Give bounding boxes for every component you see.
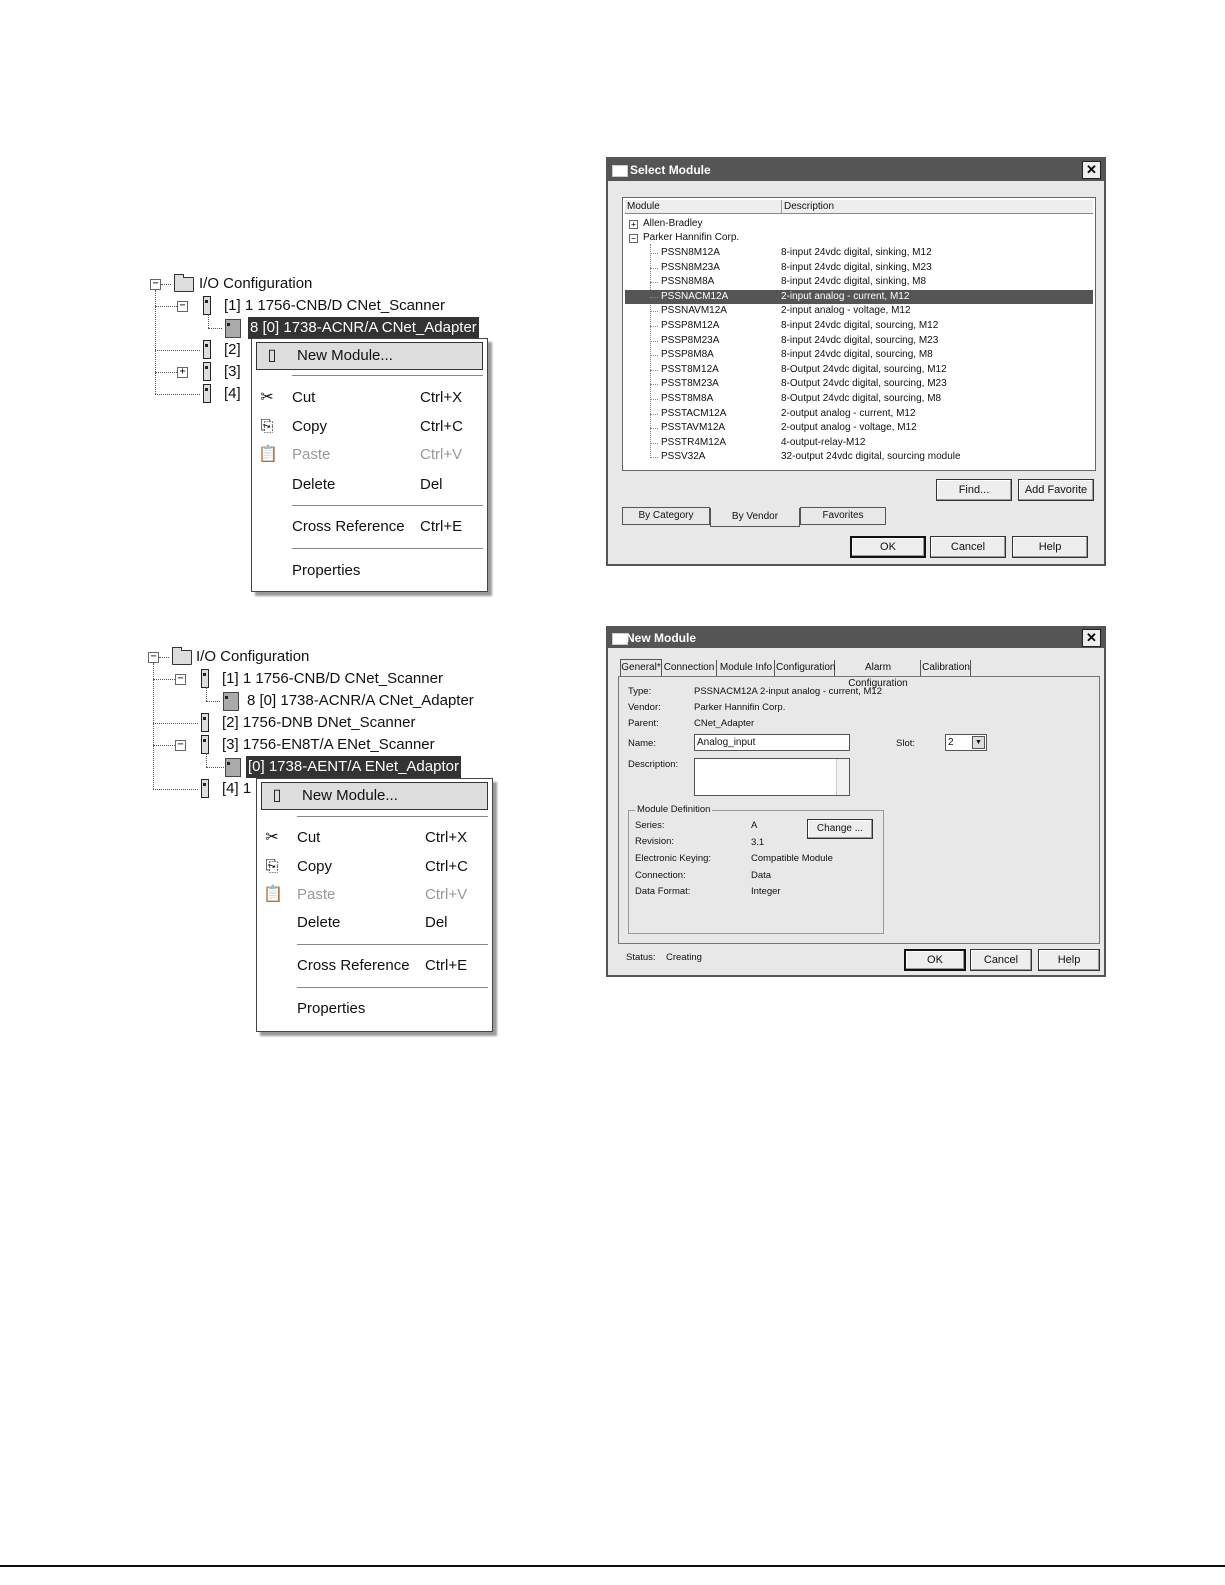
paste-icon: 📋 [263, 886, 283, 903]
tab-module-info[interactable]: Module Info [718, 660, 775, 676]
tree-item-dnet-scanner[interactable]: [2] 1756-DNB DNet_Scanner [222, 714, 416, 731]
module-description: 32-output 24vdc digital, sourcing module [781, 451, 961, 463]
module-row[interactable] [625, 407, 1093, 422]
tree-item-4[interactable]: [4] [224, 385, 241, 402]
menu-copy[interactable]: ⎘ Copy Ctrl+C [257, 854, 492, 880]
module-name: PSSTR4M12A [661, 436, 727, 448]
menu-copy[interactable]: ⎘ Copy Ctrl+C [252, 414, 487, 440]
scissors-icon: ✂ [265, 829, 279, 846]
module-row[interactable] [625, 421, 1093, 436]
title-bar [608, 159, 1104, 181]
collapse-toggle[interactable]: − [150, 279, 161, 290]
tree-connector [650, 341, 658, 342]
tree-connector [650, 282, 658, 283]
module-name: PSSN8M23A [661, 261, 720, 273]
tree-connector [650, 428, 658, 429]
expand-toggle[interactable]: + [177, 367, 188, 378]
tree-connector [650, 370, 658, 371]
slot-select[interactable]: 2 ▼ [945, 734, 987, 751]
tab-calibration[interactable]: Calibration [922, 660, 971, 676]
dialog-title: Select Module [630, 163, 711, 177]
ok-button[interactable]: OK [904, 949, 966, 971]
tree-connector [650, 268, 658, 269]
module-name: PSSV32A [661, 451, 706, 463]
module-name: PSSN8M8A [661, 276, 715, 288]
module-row[interactable] [625, 334, 1093, 349]
tree-connector [650, 253, 658, 254]
tree-connector [650, 457, 658, 458]
module-row[interactable] [625, 363, 1093, 378]
module-description: 2-input analog - voltage, M12 [781, 305, 911, 317]
module-name: PSST8M12A [661, 363, 719, 375]
module-description: 2-input analog - current, M12 [781, 290, 910, 302]
column-description[interactable]: Description [781, 200, 834, 213]
module-description: 8-Output 24vdc digital, sourcing, M8 [781, 393, 942, 404]
tab-alarm-configuration[interactable]: Alarm Configuration [836, 660, 921, 676]
tree-connector [650, 311, 658, 312]
menu-properties[interactable]: Properties [292, 562, 361, 579]
description-textarea[interactable] [694, 758, 850, 796]
module-name: PSSP8M8A [661, 349, 714, 361]
module-name: PSSNAVM12A [661, 305, 727, 317]
module-row[interactable] [625, 319, 1093, 334]
tab-general[interactable]: General* [620, 659, 662, 676]
ok-button[interactable]: OK [850, 536, 926, 558]
module-row[interactable] [625, 290, 1093, 305]
module-definition-group: Module Definition Series: A Revision: 3.1 Electronic Keying: Compatible Module Connection: Data Data Format: Integer Change ... [628, 810, 884, 934]
close-button[interactable]: ✕ [1082, 161, 1101, 179]
module-icon: ▯ [272, 787, 282, 804]
folder-icon [172, 650, 192, 665]
tree-connector [650, 399, 658, 400]
context-menu-1 [251, 338, 488, 592]
module-list [622, 197, 1096, 471]
module-row[interactable] [625, 275, 1093, 290]
module-row[interactable] [625, 246, 1093, 261]
menu-delete[interactable]: Delete Del [297, 914, 448, 931]
tab-by-vendor[interactable]: By Vendor [710, 508, 800, 527]
module-name: PSSNACM12A [661, 290, 729, 302]
tree-connector [650, 297, 658, 298]
tree-connector [650, 443, 658, 444]
copy-icon: ⎘ [265, 858, 279, 875]
tree-connector [650, 384, 658, 385]
module-icon [203, 340, 211, 359]
tree-item-enet-adaptor[interactable]: [0] 1738-AENT/A ENet_Adaptor [246, 756, 461, 778]
menu-cut[interactable]: ✂ Cut Ctrl+X [257, 825, 492, 851]
close-button[interactable]: ✕ [1082, 629, 1101, 647]
context-menu-2 [256, 778, 493, 1032]
change-button[interactable]: Change ... [807, 819, 873, 839]
module-description: 8-Output 24vdc digital, sourcing, M23 [781, 378, 947, 390]
chevron-down-icon[interactable]: ▼ [972, 736, 985, 749]
tree-connector [650, 355, 658, 356]
menu-new-module[interactable]: ▯ New Module... [261, 782, 488, 810]
menu-paste[interactable]: 📋 Paste Ctrl+V [258, 446, 463, 463]
type-value: PSSNACM12A 2-input analog - current, M12 [694, 686, 882, 697]
module-row[interactable] [625, 377, 1093, 392]
list-header [625, 200, 1093, 214]
module-description: 2-output analog - voltage, M12 [781, 422, 917, 434]
paste-icon: 📋 [258, 446, 278, 463]
menu-properties[interactable]: Properties [297, 1000, 366, 1017]
module-icon [203, 296, 211, 315]
menu-cut[interactable]: ✂ Cut Ctrl+X [252, 385, 487, 411]
module-icon: ▯ [267, 347, 277, 364]
collapse-toggle[interactable]: − [148, 652, 159, 663]
keying-value: Compatible Module [751, 853, 833, 864]
module-icon [201, 735, 209, 754]
help-button[interactable]: Help [1012, 536, 1088, 558]
collapse-toggle[interactable]: − [629, 234, 638, 243]
module-row[interactable] [625, 392, 1093, 407]
new-module-dialog: New Module ✕ General* Connection Module Info Configuration Alarm Configuration Calibration Type: PSSNACM12A 2-input analog - current, M12 Vendor: Parker Hannifin Corp. Parent: CNet_Adapter Name: Analog_input Slot: 2 ▼ Description: Module Definition Series: A Revision: 3.1 Electronic Keying: Compatible Module Connection: Data Data Format: Integer Change ... Status: Creating OK Cancel Help [606, 626, 1106, 977]
status-value: Creating [666, 952, 702, 963]
tab-favorites[interactable]: Favorites [800, 507, 886, 525]
tree-item-enet-scanner[interactable]: [3] 1756-EN8T/A ENet_Scanner [222, 736, 435, 753]
module-description: 8-Output 24vdc digital, sourcing, M12 [781, 363, 947, 375]
menu-cross-reference[interactable]: Cross Reference Ctrl+E [292, 518, 463, 535]
module-description: 8-input 24vdc digital, sinking, M23 [781, 261, 932, 273]
page-rule [0, 1565, 1225, 1567]
module-name: PSSP8M23A [661, 334, 720, 346]
adaptor-icon [225, 758, 241, 777]
tree-item-3[interactable]: [3] [224, 363, 241, 380]
tree-item-2[interactable]: [2] [224, 341, 241, 358]
module-row[interactable] [625, 304, 1093, 319]
module-description: 8-input 24vdc digital, sourcing, M23 [781, 334, 939, 346]
module-name: PSST8M23A [661, 378, 719, 390]
series-value: A [751, 820, 758, 831]
tab-configuration[interactable]: Configuration [776, 660, 835, 676]
collapse-toggle[interactable]: − [177, 301, 188, 312]
cancel-button[interactable]: Cancel [930, 536, 1006, 558]
title-bar [608, 628, 1104, 648]
module-icon [201, 713, 209, 732]
connection-value: Data [751, 870, 772, 881]
data-format-value: Integer [751, 886, 781, 897]
copy-icon: ⎘ [260, 418, 274, 435]
tree-connector [650, 326, 658, 327]
module-description: 8-input 24vdc digital, sinking, M8 [781, 276, 927, 288]
module-icon [203, 384, 211, 403]
vendor-row[interactable]: + Allen-Bradley [629, 217, 1089, 232]
adapter-icon [223, 692, 239, 711]
tree-item-4[interactable]: [4] 1 [222, 780, 252, 797]
window-icon [612, 165, 628, 177]
module-name: PSSN8M12A [661, 247, 720, 258]
collapse-toggle[interactable]: − [175, 740, 186, 751]
scissors-icon: ✂ [260, 389, 274, 406]
module-description: 2-output analog - current, M12 [781, 407, 916, 419]
add-favorite-button[interactable]: Add Favorite [1018, 479, 1094, 501]
revision-value: 3.1 [751, 837, 765, 848]
help-button[interactable]: Help [1038, 949, 1100, 971]
name-input[interactable]: Analog_input [694, 734, 850, 751]
menu-cross-reference[interactable]: Cross Reference Ctrl+E [297, 957, 468, 974]
module-description: 8-input 24vdc digital, sourcing, M12 [781, 320, 939, 331]
module-icon [201, 669, 209, 688]
module-name: PSSTAVM12A [661, 422, 726, 434]
collapse-toggle[interactable]: − [175, 674, 186, 685]
parent-value: CNet_Adapter [694, 718, 755, 729]
tree-connector [650, 414, 658, 415]
tab-by-category[interactable]: By Category [622, 507, 710, 525]
tree-item-cnet-adapter[interactable]: 8 [0] 1738-ACNR/A CNet_Adapter [248, 317, 479, 339]
module-name: PSST8M8A [661, 393, 714, 404]
tree-item-cnet-scanner[interactable]: [1] 1 1756-CNB/D CNet_Scanner [222, 670, 443, 687]
tree-item-cnet-adapter[interactable]: 8 [0] 1738-ACNR/A CNet_Adapter [247, 692, 474, 709]
tab-connection[interactable]: Connection [662, 660, 717, 676]
menu-new-module[interactable]: ▯ New Module... [256, 342, 483, 370]
module-description: 8-input 24vdc digital, sourcing, M8 [781, 349, 933, 361]
module-row[interactable] [625, 450, 1093, 465]
module-row[interactable] [625, 436, 1093, 451]
menu-paste[interactable]: 📋 Paste Ctrl+V [263, 886, 468, 903]
adapter-icon [225, 319, 241, 338]
module-row[interactable] [625, 261, 1093, 276]
menu-delete[interactable]: Delete Del [292, 476, 443, 493]
module-name: PSSTACM12A [661, 407, 727, 419]
select-module-dialog [606, 157, 1106, 566]
folder-icon [174, 277, 194, 292]
scrollbar[interactable] [836, 759, 849, 795]
tree-item-cnet-scanner[interactable]: [1] 1 1756-CNB/D CNet_Scanner [224, 297, 445, 314]
tree-root[interactable]: I/O Configuration [196, 648, 310, 665]
module-icon [203, 362, 211, 381]
module-description: 4-output-relay-M12 [781, 436, 866, 448]
module-name: PSSP8M12A [661, 320, 720, 331]
vendor-row[interactable]: − Parker Hannifin Corp. [629, 231, 1089, 246]
module-description: 8-input 24vdc digital, sinking, M12 [781, 247, 932, 258]
find-button[interactable]: Find... [936, 479, 1012, 501]
tree-root[interactable]: I/O Configuration [199, 275, 313, 292]
vendor-value: Parker Hannifin Corp. [694, 702, 786, 713]
module-icon [201, 779, 209, 798]
expand-toggle[interactable]: + [629, 220, 638, 229]
module-row[interactable] [625, 348, 1093, 363]
column-module[interactable]: Module [627, 201, 660, 212]
dialog-title: New Module [626, 631, 697, 645]
cancel-button[interactable]: Cancel [970, 949, 1032, 971]
